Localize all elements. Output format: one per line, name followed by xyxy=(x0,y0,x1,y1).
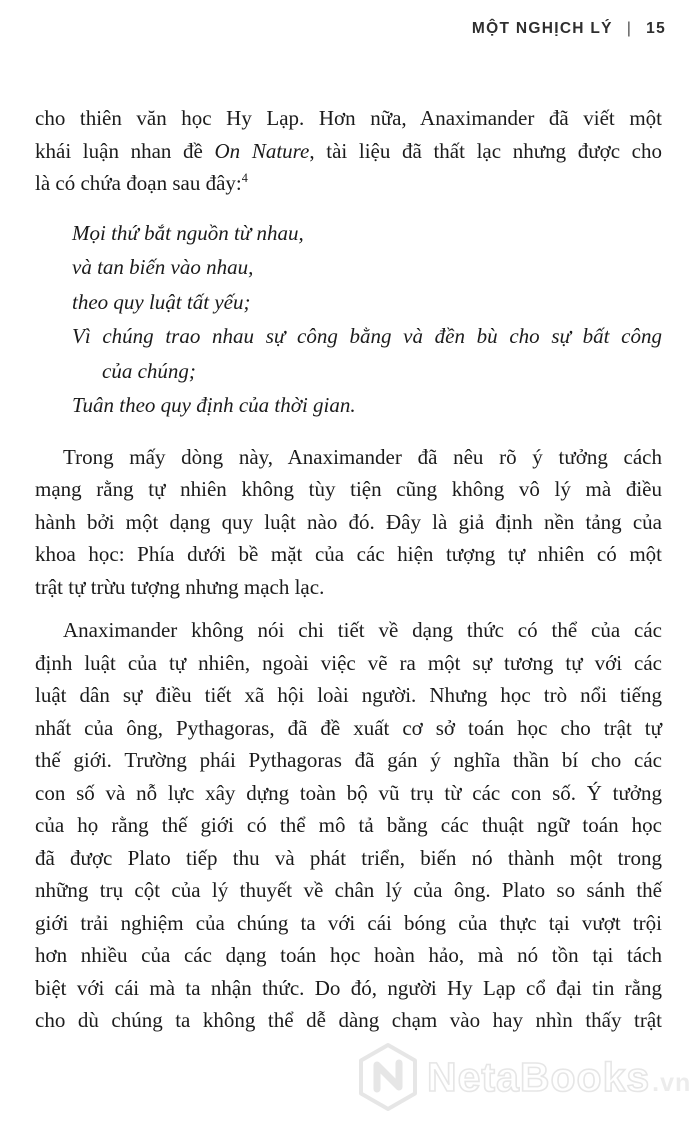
text-line: giới trải nghiệm của chúng ta với cái bóng của thực tại vượt trội xyxy=(35,910,662,935)
text-line: biệt với cái mà ta nhận thức. Do đó, người Hy Lạp cổ đại tin rằng xyxy=(35,975,662,1000)
text-line: nhất của ông, Pythagoras, đã đề xuất cơ sở toán học cho trật tự xyxy=(35,715,662,740)
text-line: thế giới. Trường phái Pythagoras đã gán ý nghĩa thần bí cho các xyxy=(35,748,662,772)
text-line: con số và nỗ lực xây dựng toàn bộ vũ trụ từ các con số. Ý tưởng xyxy=(35,780,662,805)
watermark-brand: NetaBooks.vn xyxy=(427,1053,692,1100)
watermark-domain: .vn xyxy=(652,1068,692,1097)
text-line: cho thiên văn học Hy Lạp. Hơn nữa, Anaximander đã viết một xyxy=(35,106,662,130)
text-line: khái luận nhan đề On Nature, tài liệu đã thất lạc nhưng được cho xyxy=(35,138,662,163)
paragraph-pythagoras-plato xyxy=(35,614,662,1037)
text-line: là có chứa đoạn sau đây:$^4$ xyxy=(35,171,248,195)
paragraph-commentary xyxy=(35,441,662,604)
text-line: hành bởi một dạng quy luật nào đó. Đây là giả định nền tảng của xyxy=(35,509,662,534)
text-line: trật tự trừu tượng nhưng mạch lạc. xyxy=(35,574,325,599)
page-body xyxy=(35,102,662,1037)
anaximander-quote-block xyxy=(72,216,662,423)
watermark xyxy=(356,1042,691,1112)
text-line: khoa học: Phía dưới bề mặt của các hiện tượng tự nhiên có một xyxy=(35,542,662,566)
text-line: cho dù chúng ta không thể dễ dàng chạm vào hay nhìn thấy trật xyxy=(35,1008,662,1032)
text-line: của chúng; xyxy=(102,358,196,383)
text-line: luật dân sự điều tiết xã hội loài người. Nhưng học trò nổi tiếng xyxy=(35,683,662,707)
header-separator: | xyxy=(626,20,633,37)
page-number: 15 xyxy=(646,20,666,37)
text-line: đã được Plato tiếp thu và phát triển, biến nó thành một trong xyxy=(35,845,662,870)
page-header xyxy=(472,20,666,38)
text-line: Tuân theo quy định của thời gian. xyxy=(72,393,356,417)
paragraph-intro xyxy=(35,102,662,200)
text-line: của họ rằng thế giới có thể mô tả bằng các thuật ngữ toán học xyxy=(35,813,662,837)
text-line: mạng rằng tự nhiên không tùy tiện cũng không vô lý mà điều xyxy=(35,477,662,501)
text-line: Mọi thứ bắt nguồn từ nhau, xyxy=(72,220,304,245)
text-line: hơn nhiều của các dạng toán học hoàn hảo, mà nó tồn tại tách xyxy=(35,943,662,967)
netabooks-hexagon-logo-icon xyxy=(356,1042,420,1112)
text-line: theo quy luật tất yếu; xyxy=(72,289,251,314)
text-line: và tan biến vào nhau, xyxy=(72,255,254,279)
text-line: những trụ cột của lý thuyết về chân lý của ông. Plato so sánh thế xyxy=(35,878,662,902)
chapter-title: MỘT NGHỊCH LÝ xyxy=(471,20,613,37)
text-line: Vì chúng trao nhau sự công bằng và đền bù cho sự bất công xyxy=(72,324,662,348)
text-line: Anaximander không nói chi tiết về dạng thức có thể của các xyxy=(63,618,662,642)
text-line: Trong mấy dòng này, Anaximander đã nêu rõ ý tưởng cách xyxy=(63,444,662,469)
text-line: định luật của tự nhiên, ngoài việc vẽ ra một sự tương tự với các xyxy=(35,650,662,675)
